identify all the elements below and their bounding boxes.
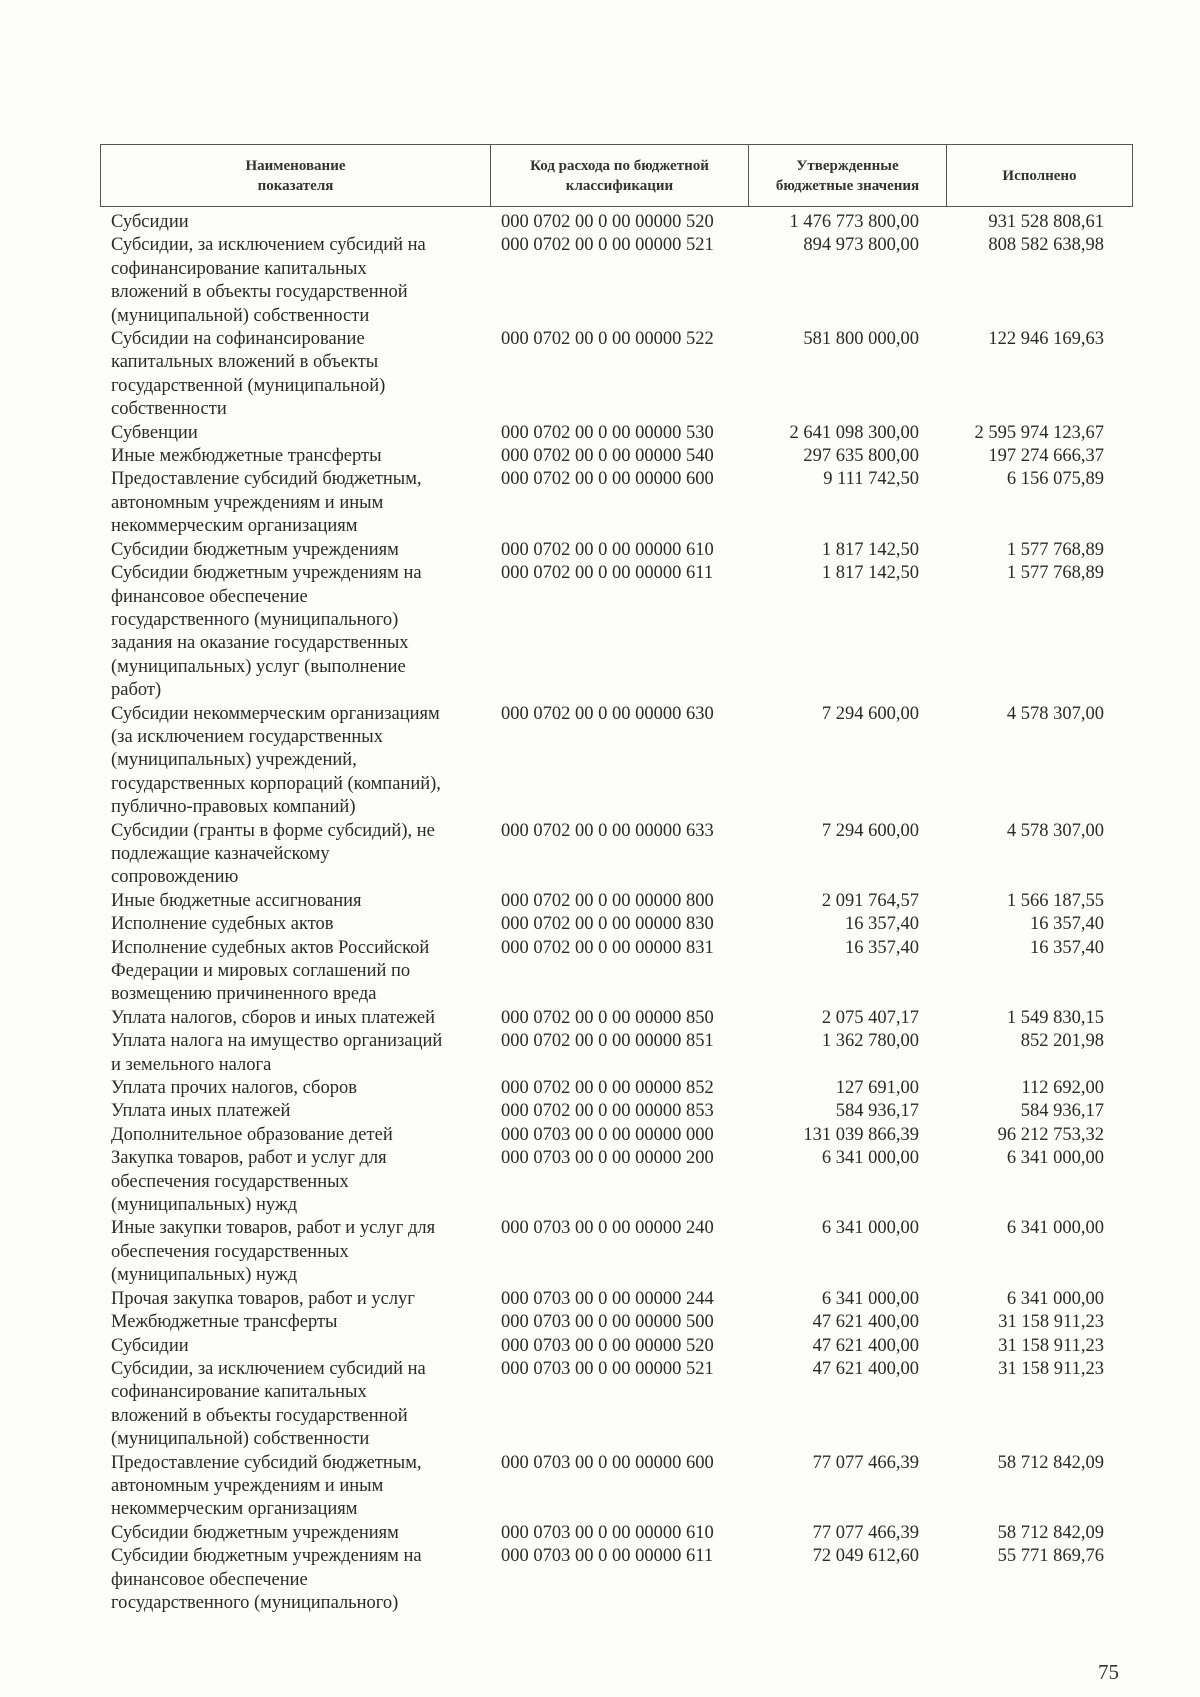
row-code: 000 0702 00 0 00 00000 522 [501,329,714,350]
row-code: 000 0703 00 0 00 00000 244 [501,1288,714,1309]
row-code: 000 0703 00 0 00 00000 610 [501,1522,714,1543]
table-row [111,890,1141,913]
table-row [111,234,1141,328]
table-row [111,468,1141,538]
row-code: 000 0703 00 0 00 00000 520 [501,1335,714,1356]
row-executed: 584 936,17 [1020,1101,1104,1122]
row-name: Субсидии бюджетным учреждениям [111,1522,399,1543]
row-approved: 127 691,00 [835,1078,919,1099]
row-name: Субвенции [111,422,198,443]
row-code: 000 0702 00 0 00 00000 633 [501,820,714,841]
table-row [111,539,1141,562]
row-approved: 47 621 400,00 [812,1335,919,1356]
row-code: 000 0702 00 0 00 00000 530 [501,422,714,443]
row-name: Субсидии, за исключением субсидий на софинансирование капитальных вложений в объекты государственной (муниципальной) собственности [111,235,426,326]
row-name: Субсидии некоммерческим организациям (за исключением государственных (муниципальных) учреждений, государственных корпораций (компаний), публично-правовых компаний) [111,703,441,818]
row-code: 000 0703 00 0 00 00000 600 [501,1452,714,1473]
row-code: 000 0702 00 0 00 00000 800 [501,890,714,911]
row-name: Субсидии на софинансирование капитальных вложений в объекты государственной (муниципальной) собственности [111,329,386,420]
row-executed: 852 201,98 [1020,1031,1104,1052]
row-name: Иные межбюджетные трансферты [111,446,382,467]
row-executed: 6 341 000,00 [1006,1148,1104,1169]
row-executed: 55 771 869,76 [997,1546,1104,1567]
row-executed: 31 158 911,23 [998,1312,1104,1333]
table-body [111,211,1141,1615]
row-executed: 31 158 911,23 [998,1335,1104,1356]
row-code: 000 0703 00 0 00 00000 500 [501,1312,714,1333]
row-approved: 1 476 773 800,00 [789,212,919,232]
row-executed: 58 712 842,09 [997,1522,1104,1543]
row-executed: 6 156 075,89 [1006,469,1104,490]
row-executed: 4 578 307,00 [1006,820,1104,841]
table-row [111,913,1141,936]
row-approved: 1 817 142,50 [821,563,919,584]
row-name: Уплата прочих налогов, сборов [111,1078,357,1099]
row-executed: 96 212 753,32 [997,1124,1104,1145]
row-approved: 72 049 612,60 [812,1546,919,1567]
table-row [111,1030,1141,1077]
row-approved: 6 341 000,00 [821,1218,919,1239]
row-name: Межбюджетные трансферты [111,1312,338,1333]
table-row [111,820,1141,890]
row-approved: 584 936,17 [835,1101,919,1122]
row-executed: 58 712 842,09 [997,1452,1104,1473]
row-name: Субсидии (гранты в форме субсидий), не подлежащие казначейскому сопровождению [111,820,435,888]
row-approved: 1 817 142,50 [821,539,919,560]
row-code: 000 0702 00 0 00 00000 630 [501,703,714,724]
row-executed: 1 549 830,15 [1006,1007,1104,1028]
row-name: Иные бюджетные ассигнования [111,890,362,911]
row-approved: 6 341 000,00 [821,1148,919,1169]
row-approved: 47 621 400,00 [812,1358,919,1379]
row-name: Уплата налогов, сборов и иных платежей [111,1007,436,1028]
table-row [111,1217,1141,1287]
row-approved: 77 077 466,39 [812,1452,919,1473]
row-code: 000 0703 00 0 00 00000 521 [501,1358,714,1379]
row-name: Предоставление субсидий бюджетным, автономным учреждениям и иным некоммерческим организациям [111,1452,422,1520]
row-approved: 1 362 780,00 [821,1031,919,1052]
row-name: Субсидии, за исключением субсидий на софинансирование капитальных вложений в объекты государственной (муниципальной) собственности [111,1358,426,1450]
row-name: Прочая закупка товаров, работ и услуг [111,1288,415,1309]
row-code: 000 0702 00 0 00 00000 851 [501,1031,714,1052]
row-approved: 16 357,40 [845,937,919,958]
table-row [111,328,1141,422]
row-code: 000 0703 00 0 00 00000 000 [501,1124,714,1145]
row-approved: 47 621 400,00 [812,1312,919,1333]
table-row [111,1311,1141,1334]
row-executed: 16 357,40 [1030,937,1104,958]
table-row [111,1007,1141,1030]
row-name: Исполнение судебных актов Российской Федерации и мировых соглашений по возмещению причиненного вреда [111,937,430,1005]
row-code: 000 0702 00 0 00 00000 853 [501,1101,714,1122]
row-name: Субсидии [111,212,189,232]
row-code: 000 0702 00 0 00 00000 610 [501,539,714,560]
row-code: 000 0702 00 0 00 00000 520 [501,212,714,232]
row-approved: 131 039 866,39 [803,1124,919,1145]
row-code: 000 0702 00 0 00 00000 611 [501,563,714,584]
table-row [111,703,1141,820]
row-name: Уплата иных платежей [111,1101,291,1122]
row-approved: 2 091 764,57 [821,890,919,911]
row-name: Субсидии бюджетным учреждениям на финансовое обеспечение государственного (муниципального) [111,1546,422,1613]
row-executed: 6 341 000,00 [1006,1218,1104,1239]
row-name: Уплата налога на имущество организаций и земельного налога [111,1031,443,1075]
table-row [111,1288,1141,1311]
row-name: Исполнение судебных актов [111,914,334,935]
row-approved: 2 641 098 300,00 [789,422,919,443]
row-code: 000 0703 00 0 00 00000 611 [501,1546,714,1567]
row-approved: 7 294 600,00 [821,703,919,724]
row-code: 000 0703 00 0 00 00000 240 [501,1218,714,1239]
row-approved: 297 635 800,00 [803,446,919,467]
row-executed: 6 341 000,00 [1006,1288,1104,1309]
row-name: Субсидии [111,1335,189,1356]
row-approved: 9 111 742,50 [823,469,919,490]
row-executed: 31 158 911,23 [998,1358,1104,1379]
row-executed: 1 566 187,55 [1006,890,1104,911]
row-approved: 7 294 600,00 [821,820,919,841]
row-code: 000 0702 00 0 00 00000 600 [501,469,714,490]
row-code: 000 0702 00 0 00 00000 521 [501,235,714,256]
row-executed: 931 528 808,61 [988,212,1104,232]
row-executed: 1 577 768,89 [1006,563,1104,584]
table-row [111,937,1141,1007]
header-approved: Утвержденные бюджетные значения [749,145,947,206]
row-name: Субсидии бюджетным учреждениям на финансовое обеспечение государственного (муниципального) задания на оказание государственных (муниципальных) услуг (выполнение работ) [111,563,422,701]
table-row [111,211,1141,234]
row-executed: 1 577 768,89 [1006,539,1104,560]
row-name: Субсидии бюджетным учреждениям [111,539,399,560]
row-code: 000 0702 00 0 00 00000 831 [501,937,714,958]
row-name: Предоставление субсидий бюджетным, автономным учреждениям и иным некоммерческим организациям [111,469,422,537]
table-row [111,1077,1141,1100]
table-row [111,1452,1141,1522]
header-executed: Исполнено [1002,167,1077,184]
row-approved: 894 973 800,00 [803,235,919,256]
table-row [111,422,1141,445]
row-code: 000 0702 00 0 00 00000 540 [501,446,714,467]
row-approved: 16 357,40 [845,914,919,935]
row-code: 000 0702 00 0 00 00000 830 [501,914,714,935]
row-approved: 6 341 000,00 [821,1288,919,1309]
header-code: Код расхода по бюджетной классификации [491,145,749,206]
table-row [111,1100,1141,1123]
row-executed: 197 274 666,37 [988,446,1104,467]
row-code: 000 0703 00 0 00 00000 200 [501,1148,714,1169]
table-row [111,562,1141,702]
row-executed: 16 357,40 [1030,914,1104,935]
row-approved: 2 075 407,17 [821,1007,919,1028]
table-row [111,1124,1141,1147]
page-number: 75 [1098,1660,1119,1684]
row-executed: 112 692,00 [1021,1078,1104,1099]
row-approved: 77 077 466,39 [812,1522,919,1543]
table-row [111,1545,1141,1615]
row-executed: 122 946 169,63 [988,329,1104,350]
row-name: Иные закупки товаров, работ и услуг для обеспечения государственных (муниципальных) нужд [111,1218,436,1286]
table-row [111,1522,1141,1545]
row-executed: 808 582 638,98 [988,235,1104,256]
row-name: Закупка товаров, работ и услуг для обеспечения государственных (муниципальных) нужд [111,1148,387,1216]
row-name: Дополнительное образование детей [111,1124,393,1145]
table-row [111,1335,1141,1358]
table-row [111,1358,1141,1452]
row-code: 000 0702 00 0 00 00000 852 [501,1078,714,1099]
table-header [100,144,1133,207]
header-name: Наименование показателя [101,145,491,206]
row-approved: 581 800 000,00 [803,329,919,350]
row-code: 000 0702 00 0 00 00000 850 [501,1007,714,1028]
table-row [111,1147,1141,1217]
table-row [111,445,1141,468]
row-executed: 2 595 974 123,67 [974,422,1104,443]
row-executed: 4 578 307,00 [1006,703,1104,724]
